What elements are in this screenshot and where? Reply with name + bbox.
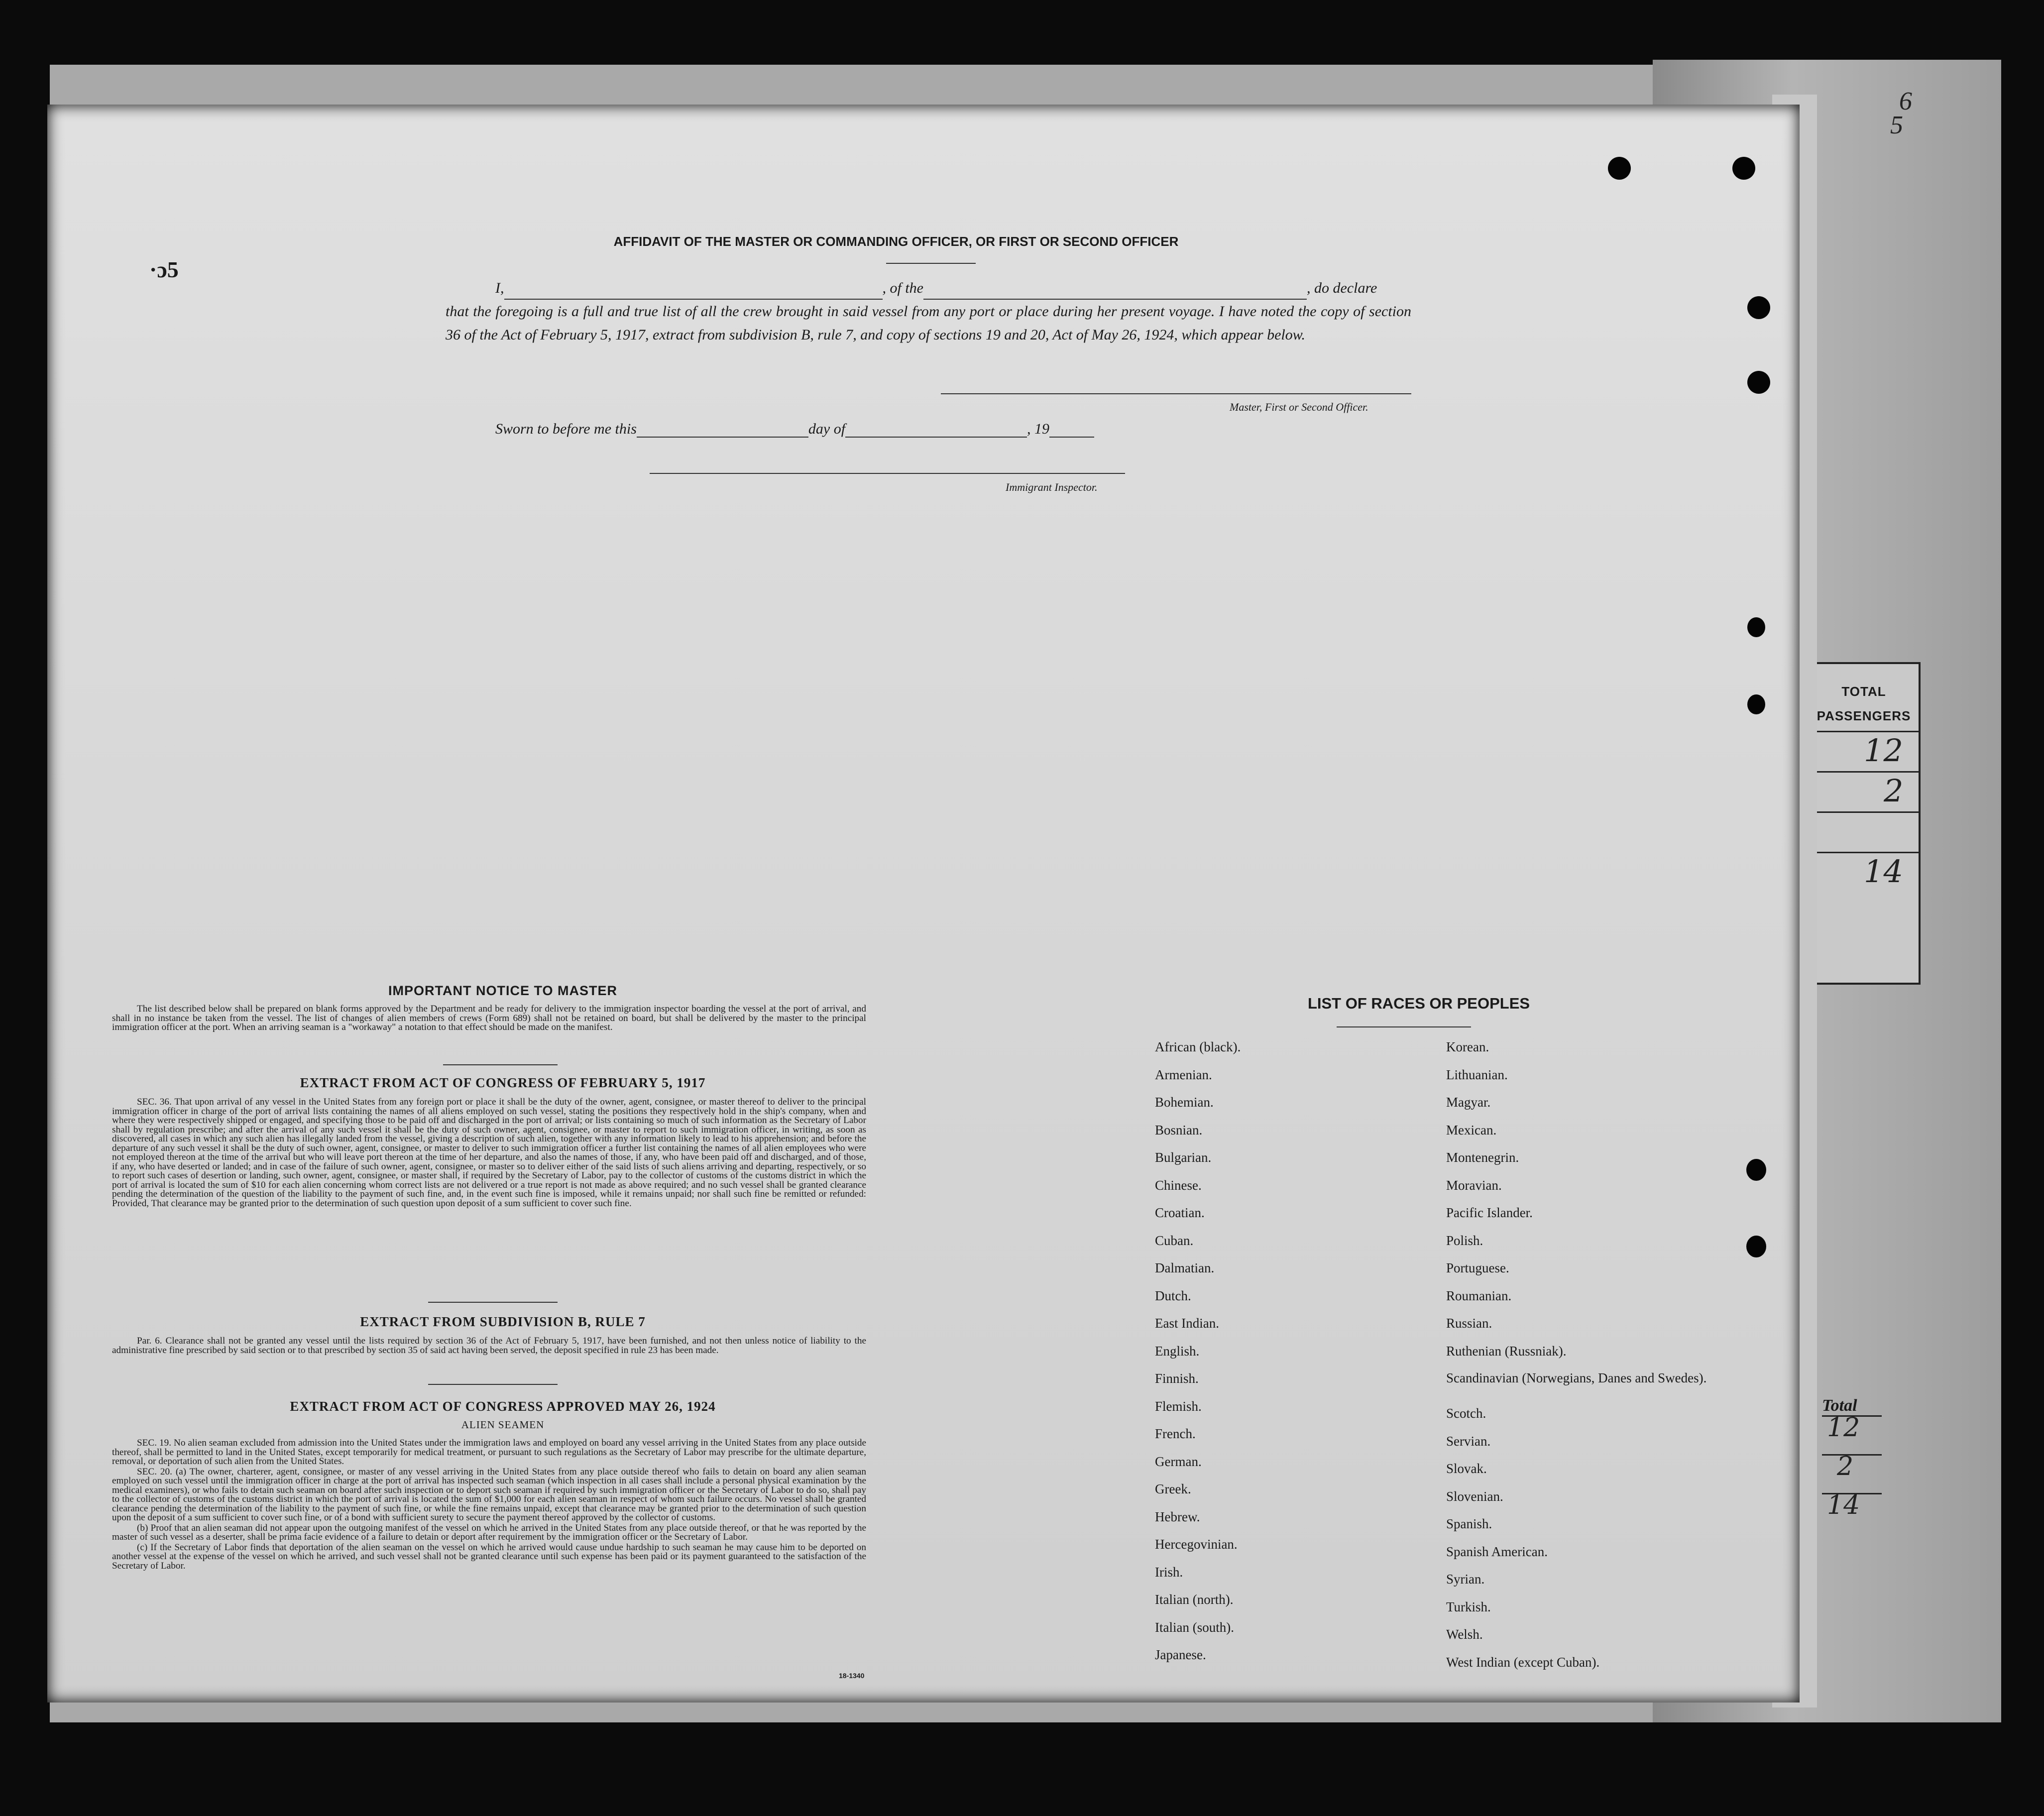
race-item: Servian. — [1446, 1433, 1491, 1449]
punch-hole — [1746, 1236, 1766, 1257]
race-item: East Indian. — [1155, 1316, 1219, 1331]
affidavit-title: AFFIDAVIT OF THE MASTER OR COMMANDING OFFICER, OR FIRST OR SECOND OFFICER — [613, 234, 1179, 249]
race-item: Korean. — [1446, 1039, 1489, 1054]
handwritten-totals — [1822, 1396, 1882, 1532]
extract-1924-text: SEC. 19. No alien seaman excluded from admission into the United States under the immigration laws and employed on board any vessel arriving in the United States from any place outside thereof, shall be permitted to land in the United States, except temporarily for medical treatment, or pursuant to such regulations as the Secretary of Labor may prescribe for the ultimate departure, removal, or deportation of such alien from the United States. SEC. 20. (a) The owner, charterer, agent, consignee, or master of any vessel arriving in the United States from any place outside thereof who fails to detain on board any alien seaman employed on such vessel until the immigration officer in charge at the port of arrival has inspected such seaman (which inspection in all cases shall include a personal physical examination by the medical examiners), or who fails to detain such seaman on board after such inspection or to deport such seaman if required by such immigration officer or the Secretary of Labor to do so, shall pay to the collector of customs of the customs district in which the port of arrival is located the sum of $1,000 for each alien seaman in respect of whom such failure occurs. No vessel shall be granted clearance pending the determination of the liability to the payment of such fine, or while the fine remains unpaid, except that clearance may be granted prior to the determination of such question upon the deposit of a sum sufficient to cover such fine, or of a bond with sufficient surety to secure the payment thereof approved by the collector of customs. (b) Proof that an alien seaman did not appear upon the outgoing manifest of the vessel on which he arrived in the United States from any place outside thereof, or that he was reported by the master of such vessel as a deserter, shall be prima facie evidence of a failure to detain or deport after requirement by the immigration officer or the Secretary of Labor. (c) If the Secretary of Labor finds that deportation of the alien seaman on the vessel on which he arrived would cause undue hardship to such seaman he may cause him to be deported on another vessel at the expense of the vessel on which he arrived, and such vessel shall not be granted clearance until such expense has been paid or its payment guaranteed to the satisfaction of the Secretary of Labor. — [112, 1438, 866, 1571]
race-item: French. — [1155, 1426, 1196, 1441]
total-value: 12 — [1827, 1413, 1860, 1443]
subdivision-b-text: Par. 6. Clearance shall not be granted any vessel until the lists required by section 36 of the Act of February 5, 1917, have been furnished, and not then unless notice of liability to the administrative fine prescribed by said section or to that prescribed by section 35 of said act having been served, the deposit specified in rule 23 has been made. — [112, 1336, 866, 1356]
race-item: Magyar. — [1446, 1095, 1491, 1110]
tab-value: 12 — [1864, 732, 1903, 769]
vessel-blank[interactable] — [923, 283, 1307, 300]
races-list-left — [1155, 1039, 1241, 1675]
total-value: 2 — [1837, 1452, 1854, 1481]
affidavit-declaration: that the foregoing is a full and true list of all the crew brought in said vessel from any port or place during her present voyage. I have noted the copy of section 36 of the Act of February 5, 1917, extract from subdivision B, rule 7, and copy of sections 19 and 20, Act of May 26, 1924, which appear below. — [446, 303, 1411, 343]
punch-hole — [1747, 371, 1770, 394]
tab-value: 2 — [1884, 773, 1904, 809]
divider — [428, 1384, 558, 1385]
race-item: Italian (south). — [1155, 1619, 1234, 1635]
race-item: Portuguese. — [1446, 1260, 1509, 1275]
race-item: Roumanian. — [1446, 1288, 1512, 1303]
extract-1924-title: EXTRACT FROM ACT OF CONGRESS APPROVED MAY 26, 1924 — [290, 1399, 716, 1414]
total-passengers-tab — [1807, 662, 1921, 985]
corner-handwriting: 6 5 — [1890, 87, 1912, 139]
race-item: Japanese. — [1155, 1647, 1206, 1662]
race-item: Bosnian. — [1155, 1122, 1203, 1137]
race-item: Flemish. — [1155, 1398, 1202, 1414]
race-item: Dalmatian. — [1155, 1260, 1215, 1275]
race-item: Italian (north). — [1155, 1592, 1234, 1607]
notice-text: The list described below shall be prepared on blank forms approved by the Department and be ready for delivery to the immigration inspector boarding the vessel at the port of arrival, and shall in no instance be taken from the vessel. The list of changes of alien members of crews (Form 689) shall not be retained on board, but shall be delivered by the master to the principal immigration officer at the port. When an arriving seaman is a "workaway" a notation to that effect should be made on the manifest. — [112, 1004, 866, 1032]
extract-1917-text: SEC. 36. That upon arrival of any vessel in the United States from any foreign port or place it shall be the duty of the owner, agent, consignee, or master thereof to deliver to the principal immigration officer in charge of the port of arrival lists containing the names of all aliens employed on such vessel, stating the positions they respectively hold in the ship's company, when and where they were respectively shipped or engaged, and specifying those to be paid off and discharged in the port of arrival; or lists containing so much of such information as the Secretary of Labor shall by regulation prescribe; and after the arrival of any such vessel it shall be the duty of such owner, agent, consignee, or master to report to such immigration officer, in writing, as soon as discovered, all cases in which any such alien has illegally landed from the vessel, giving a description of such alien, together with any information likely to lead to his apprehension; and before the departure of any such vessel it shall be the duty of such owner, agent, consignee, or master to deliver to such immigration officer a further list containing the names of all alien employees who were not employed thereon at the time of the arrival but who will leave port thereon at the time of her departure, and also the names of those, if any, who have been paid off and discharged, and of those, if any, who have deserted or landed; and in case of the failure of such owner, agent, consignee, or master so to deliver either of the said lists of such aliens arriving and departing, respectively, or so to report such cases of desertion or landing, such owner, agent, consignee, or master shall, if required by the Secretary of Labor, pay to the collector of customs of the customs district in which the port of arrival is located the sum of $10 for each alien concerning whom correct lists are not delivered or a true report is not made as above required; and no such vessel shall be granted clearance pending the determination of the question of the liability to the payment of such fine, and, in the event such fine is imposed, while it remains unpaid; nor shall such fine be remitted or refunded: Provided, That clearance may be granted prior to the determination of such question upon deposit of a sum sufficient to cover such fine. — [112, 1097, 866, 1209]
race-item: Welsh. — [1446, 1627, 1483, 1642]
punch-hole — [1747, 694, 1765, 714]
tab-value: 14 — [1864, 853, 1903, 890]
race-item: German. — [1155, 1454, 1202, 1469]
race-item: Russian. — [1446, 1316, 1492, 1331]
race-item: Irish. — [1155, 1564, 1183, 1580]
punch-hole — [1608, 157, 1631, 180]
race-item: English. — [1155, 1343, 1200, 1359]
extract-1917-title: EXTRACT FROM ACT OF CONGRESS OF FEBRUARY 5, 1917 — [300, 1075, 706, 1090]
races-title: LIST OF RACES OR PEOPLES — [1307, 995, 1530, 1012]
race-item: Turkish. — [1446, 1599, 1491, 1614]
punch-hole — [1732, 157, 1755, 180]
race-item: African (black). — [1155, 1039, 1241, 1054]
affidavit-body — [446, 276, 1411, 346]
punch-hole — [1746, 1159, 1766, 1181]
punch-hole — [1747, 617, 1765, 637]
race-item: Polish. — [1446, 1233, 1483, 1248]
race-item: Slovak. — [1446, 1461, 1487, 1476]
name-blank[interactable] — [504, 283, 883, 300]
month-blank[interactable] — [845, 421, 1027, 438]
affidavit-line1-c: , do declare — [1307, 280, 1377, 296]
race-item: Bulgarian. — [1155, 1150, 1212, 1165]
race-item: Croatian. — [1155, 1205, 1205, 1220]
affidavit-line1-a: I, — [495, 280, 504, 296]
inspector-label: Immigrant Inspector. — [1006, 481, 1098, 493]
alien-seamen-subtitle: ALIEN SEAMEN — [461, 1419, 545, 1431]
tab-header-passengers: PASSENGERS — [1817, 708, 1911, 723]
race-item: Hercegovinian. — [1155, 1537, 1238, 1552]
subdivision-b-title: EXTRACT FROM SUBDIVISION B, RULE 7 — [360, 1314, 646, 1329]
race-item: Cuban. — [1155, 1233, 1194, 1248]
sworn-text-b: day of — [808, 421, 846, 437]
divider — [1337, 1026, 1471, 1027]
master-signature-line[interactable] — [941, 393, 1411, 394]
inspector-signature-line[interactable] — [650, 473, 1125, 474]
notice-title: IMPORTANT NOTICE TO MASTER — [388, 983, 617, 998]
sworn-text-a: Sworn to before me this — [495, 421, 637, 437]
race-item: Moravian. — [1446, 1177, 1502, 1193]
total-value: 14 — [1827, 1490, 1860, 1520]
divider — [428, 1302, 558, 1303]
race-item: Armenian. — [1155, 1067, 1212, 1082]
race-item: Lithuanian. — [1446, 1067, 1508, 1082]
race-item: Bohemian. — [1155, 1095, 1214, 1110]
sworn-text-c: , 19 — [1027, 421, 1050, 437]
race-item: Ruthenian (Russniak). — [1446, 1343, 1567, 1359]
race-item: Greek. — [1155, 1481, 1191, 1496]
divider — [443, 1064, 558, 1065]
race-item: Spanish. — [1446, 1516, 1492, 1531]
race-item: Chinese. — [1155, 1177, 1202, 1193]
punch-hole — [1747, 296, 1770, 319]
race-item: Mexican. — [1446, 1122, 1497, 1137]
form-number: 18-1340 — [839, 1672, 865, 1680]
race-item: Slovenian. — [1446, 1488, 1503, 1504]
race-item: Spanish American. — [1446, 1544, 1548, 1559]
races-list-right — [1446, 1039, 1706, 1682]
race-item: Scandinavian (Norwegians, Danes and Swedes). — [1446, 1370, 1707, 1385]
race-item: Montenegrin. — [1446, 1150, 1519, 1165]
race-item: Dutch. — [1155, 1288, 1191, 1303]
affidavit-line1-b: , of the — [882, 280, 923, 296]
race-item: Finnish. — [1155, 1371, 1199, 1386]
race-item: West Indian (except Cuban). — [1446, 1654, 1600, 1670]
year-blank[interactable] — [1049, 421, 1094, 438]
sworn-line — [495, 421, 1094, 438]
race-item: Hebrew. — [1155, 1509, 1200, 1524]
tab-header-total: TOTAL — [1841, 684, 1886, 699]
race-item: Scotch. — [1446, 1406, 1486, 1421]
race-item: Pacific Islander. — [1446, 1205, 1533, 1220]
master-signature-label: Master, First or Second Officer. — [1230, 401, 1368, 413]
day-blank[interactable] — [637, 421, 808, 438]
divider — [886, 263, 976, 264]
totals-label: Total — [1822, 1396, 1857, 1415]
race-item: Syrian. — [1446, 1572, 1485, 1587]
stray-mark: ·ɔ5 — [149, 257, 179, 282]
